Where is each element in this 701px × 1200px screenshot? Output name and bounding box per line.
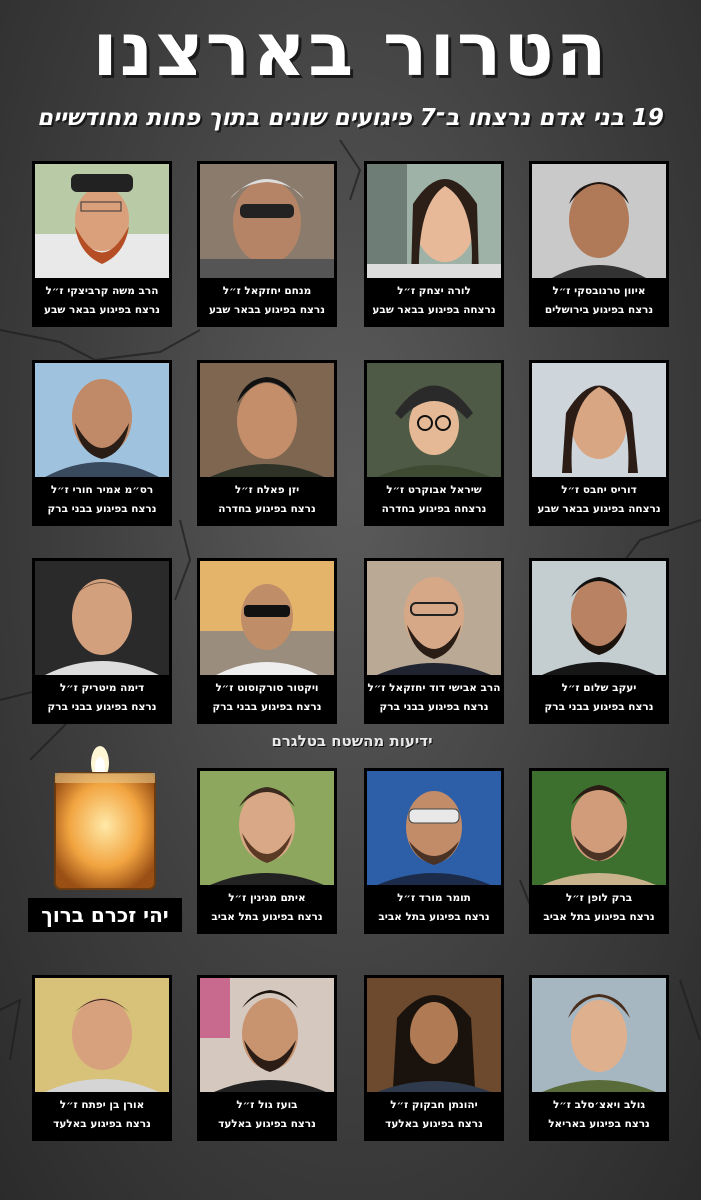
attack-location: נרצח בפיגוע באלעד bbox=[385, 1118, 483, 1130]
victim-photo bbox=[200, 164, 334, 278]
victim-name: ויקטור סורקוסוט ז״ל bbox=[215, 682, 319, 694]
victim-card bbox=[529, 768, 669, 934]
attack-location: נרצח בפיגוע בתל אביב bbox=[211, 911, 323, 923]
attack-location: נרצח בפיגוע בבני ברק bbox=[379, 701, 489, 713]
page-subtitle: 19 בני אדם נרצחו ב־7 פיגועים שונים בתוך פחות מחודשיים bbox=[37, 105, 664, 131]
victim-card bbox=[197, 975, 337, 1141]
victim-name: לורה יצחק ז״ל bbox=[397, 285, 471, 297]
victim-photo bbox=[200, 771, 334, 885]
victim-photo bbox=[532, 164, 666, 278]
victim-name: יזן פאלח ז״ל bbox=[234, 484, 300, 496]
victim-name: תומר מורד ז״ל bbox=[397, 892, 471, 904]
victim-name: שיראל אבוקרט ז״ל bbox=[386, 484, 482, 496]
victim-name: דוריס יחבס ז״ל bbox=[561, 484, 637, 496]
victim-card bbox=[197, 768, 337, 934]
attack-location: נרצח בפיגוע בבאר שבע bbox=[44, 304, 160, 316]
victim-photo bbox=[35, 561, 169, 675]
victim-name: בועז גול ז״ל bbox=[236, 1099, 298, 1111]
victim-name: הרב אבישי דוד יחזקאל ז״ל bbox=[367, 682, 501, 694]
attack-location: נרצח בפיגוע בבני ברק bbox=[212, 701, 322, 713]
victim-name: יעקב שלום ז״ל bbox=[561, 682, 637, 694]
victim-photo bbox=[532, 771, 666, 885]
victim-photo bbox=[367, 978, 501, 1092]
attack-location: נרצחה בפיגוע בבאר שבע bbox=[372, 304, 496, 316]
victim-card bbox=[364, 975, 504, 1141]
attack-location: נרצח בפיגוע בבני ברק bbox=[544, 701, 654, 713]
victim-card bbox=[529, 161, 669, 327]
victim-name: מנחם יחזקאל ז״ל bbox=[222, 285, 312, 297]
victim-card bbox=[32, 360, 172, 526]
victim-card bbox=[364, 161, 504, 327]
attack-location: נרצחה בפיגוע בחדרה bbox=[381, 503, 487, 515]
victim-card bbox=[529, 975, 669, 1141]
victim-card bbox=[529, 360, 669, 526]
victim-photo bbox=[532, 978, 666, 1092]
source-credit: ידיעות מהשטח בטלגרם bbox=[271, 732, 433, 750]
victim-card bbox=[32, 161, 172, 327]
victim-name: איתם מגינין ז״ל bbox=[228, 892, 306, 904]
victim-photo bbox=[35, 978, 169, 1092]
victim-photo bbox=[367, 771, 501, 885]
attack-location: נרצח בפיגוע בבני ברק bbox=[47, 701, 157, 713]
victim-card bbox=[364, 768, 504, 934]
victim-photo bbox=[200, 363, 334, 477]
victim-card bbox=[32, 558, 172, 724]
victim-card bbox=[197, 161, 337, 327]
attack-location: נרצח בפיגוע בבני ברק bbox=[47, 503, 157, 515]
page-title: הטרור בארצנו bbox=[92, 7, 609, 93]
victim-photo bbox=[367, 164, 501, 278]
victim-card bbox=[364, 360, 504, 526]
victim-card bbox=[32, 975, 172, 1141]
victim-name: אורן בן יפתח ז״ל bbox=[59, 1099, 145, 1111]
victim-name: יהונתן חבקוק ז״ל bbox=[390, 1099, 478, 1111]
victim-photo bbox=[367, 363, 501, 477]
victim-name: ברק לופן ז״ל bbox=[565, 892, 633, 904]
attack-location: נרצח בפיגוע בתל אביב bbox=[378, 911, 490, 923]
victim-photo bbox=[367, 561, 501, 675]
memorial-caption: יהי זכרם ברוך bbox=[28, 898, 182, 932]
victim-name: רס״מ אמיר חורי ז״ל bbox=[50, 484, 154, 496]
attack-location: נרצחה בפיגוע בבאר שבע bbox=[537, 503, 661, 515]
attack-location: נרצח בפיגוע באלעד bbox=[218, 1118, 316, 1130]
attack-location: נרצח בפיגוע בחדרה bbox=[218, 503, 316, 515]
victim-photo bbox=[35, 363, 169, 477]
victim-photo bbox=[200, 561, 334, 675]
attack-location: נרצח בפיגוע בבאר שבע bbox=[209, 304, 325, 316]
attack-location: נרצח בפיגוע באלעד bbox=[53, 1118, 151, 1130]
attack-location: נרצח בפיגוע בירושלים bbox=[544, 304, 654, 316]
victim-photo bbox=[200, 978, 334, 1092]
victim-photo bbox=[532, 561, 666, 675]
attack-location: נרצח בפיגוע בתל אביב bbox=[543, 911, 655, 923]
victim-card bbox=[529, 558, 669, 724]
victim-name: הרב משה קרביצקי ז״ל bbox=[45, 285, 159, 297]
victim-name: דימה מיטריק ז״ל bbox=[59, 682, 145, 694]
victim-card bbox=[364, 558, 504, 724]
victim-photo bbox=[35, 164, 169, 278]
victim-photo bbox=[532, 363, 666, 477]
victim-card bbox=[197, 558, 337, 724]
victim-name: גולב ויאצ׳סלב ז״ל bbox=[552, 1099, 646, 1111]
memorial-candle-icon bbox=[50, 745, 162, 893]
victim-card bbox=[197, 360, 337, 526]
victim-name: איוון טרנובסקי ז״ל bbox=[552, 285, 646, 297]
attack-location: נרצח בפיגוע באריאל bbox=[548, 1118, 650, 1130]
